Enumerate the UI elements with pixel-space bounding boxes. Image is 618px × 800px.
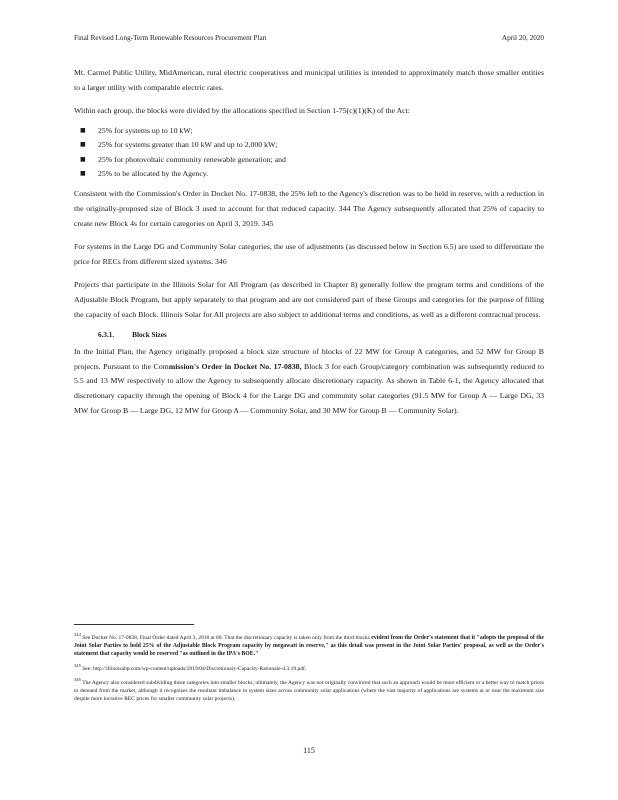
order-reference: mission's Order in Docket No. 17-0838, bbox=[168, 361, 302, 371]
list-item: ■ 25% for photovoltaic community renewable generation; and bbox=[80, 153, 544, 167]
paragraph-6: In the Initial Plan, the Agency originally proposed a block size structure of blocks of 22 MW for Group A categories, and 52 MW for Group B projects. Pursuant to the Commission's Order in Docket No. 17-0838, Block 3 for each Group/category combination was subsequently reduced to 5.5 and 13 MW respectively to allow the Agency to subsequently allocate discretionary capacity. As shown in Table 6-1, the Agency allocated that discretionary capacity through the opening of Block 4 for the Large DG and community solar categories (91.5 MW for Group A — Large DG, 33 MW for Group B — Large DG, 12 MW for Group A — Community Solar, and 30 MW for Group B — Community Solar). bbox=[74, 347, 544, 415]
paragraph-2: Within each group, the blocks were divided by the allocations specified in Section 1-75(c)(1)(K) of the Act: bbox=[74, 106, 410, 116]
section-heading bbox=[98, 331, 544, 339]
list-item: ■ 25% to be allocated by the Agency. bbox=[80, 167, 544, 181]
bullet-icon: ■ bbox=[80, 141, 86, 149]
bullet-icon: ■ bbox=[80, 155, 86, 163]
list-item: ■ 25% for systems up to 10 kW; bbox=[80, 124, 544, 138]
header-title: Final Revised Long-Term Renewable Resources Procurement Plan bbox=[74, 34, 267, 42]
bullet-icon: ■ bbox=[80, 126, 86, 134]
header-date: April 20, 2020 bbox=[501, 34, 544, 42]
section-title: Block Sizes bbox=[132, 331, 167, 340]
footnote-344: $^{344}$ See Docket No. 17-0838, Final Order dated April 3, 2018 at 60. That the discretionary capacity is taken only from the third blocks evident from the Order's statement that it "adopts the proposal of the Joint Solar Parties to hold 25% of the Adjustable Block Program capacity by megawatt in reserve," as this detail was present in the Joint Solar Parties' proposal, as well as the Order's statement that capacity would be reserved "as outlined in the IPA's BOE." bbox=[74, 632, 545, 658]
footnote-divider bbox=[74, 624, 194, 625]
page-number: 115 bbox=[303, 746, 315, 755]
section-number: 6.3.1. bbox=[98, 331, 115, 340]
footnote-link[interactable]: See: http://illinoisabp.com/wp-content/uploads/2019/04/Discretionary-Capacity-Rationale-4.3.19.pdf. bbox=[82, 665, 307, 672]
document-body bbox=[74, 66, 544, 427]
paragraph-5: Projects that participate in the Illinois Solar for All Program (as described in Chapter 8) generally follow the program terms and conditions of the Adjustable Block Program, but apply separately to that program and are not considered part of these Groups and categories for the purpose of filling the capacity of each Block. Illinois Solar for All projects are also subject to additional terms and conditions, as well as a different contractual process. bbox=[74, 280, 544, 319]
paragraph-3: Consistent with the Commission's Order in Docket No. 17-0838, the 25% left to the Agency's discretion was to be held in reserve, with a reduction in the originally-proposed size of Block 3 used to account for that reduced capacity. 344 The Agency subsequently allocated that 25% of capacity to create new Block 4s for certain categories on April 3, 2019. 345 bbox=[74, 189, 544, 228]
footnote-345: $^{345}$ See: http://illinoisabp.com/wp-content/uploads/2019/04/Discretionary-Capacity-Rationale-4.3.19.pdf. bbox=[74, 662, 307, 672]
footnote-346: $^{346}$ The Agency also considered subdividing those categories into smaller blocks; ultimately, the Agency was not originally convinced that such an approach would be more efficient or a better way to match prices to demand from the market, although it recognizes the resultant imbalance in system sizes across community solar applications (where the vast majority of applications are systems at or near the maximum size despite more lucrative REC prices for smaller community solar projects). bbox=[74, 676, 544, 703]
list-item: ■ 25% for systems greater than 10 kW and up to 2,000 kW; bbox=[80, 138, 544, 152]
footnotes bbox=[74, 624, 544, 707]
page-header bbox=[74, 34, 544, 42]
allocation-list bbox=[80, 124, 544, 182]
bullet-icon: ■ bbox=[80, 170, 86, 177]
paragraph-1: Mt. Carmel Public Utility, MidAmerican, rural electric cooperatives and municipal utilities is intended to approximately match those smaller entities to a larger utility with comparable electric rates. bbox=[74, 68, 544, 92]
paragraph-4: For systems in the Large DG and Community Solar categories, the use of adjustments (as discussed below in Section 6.5) are used to differentiate the price for RECs from different sized systems. 346 bbox=[74, 242, 544, 266]
